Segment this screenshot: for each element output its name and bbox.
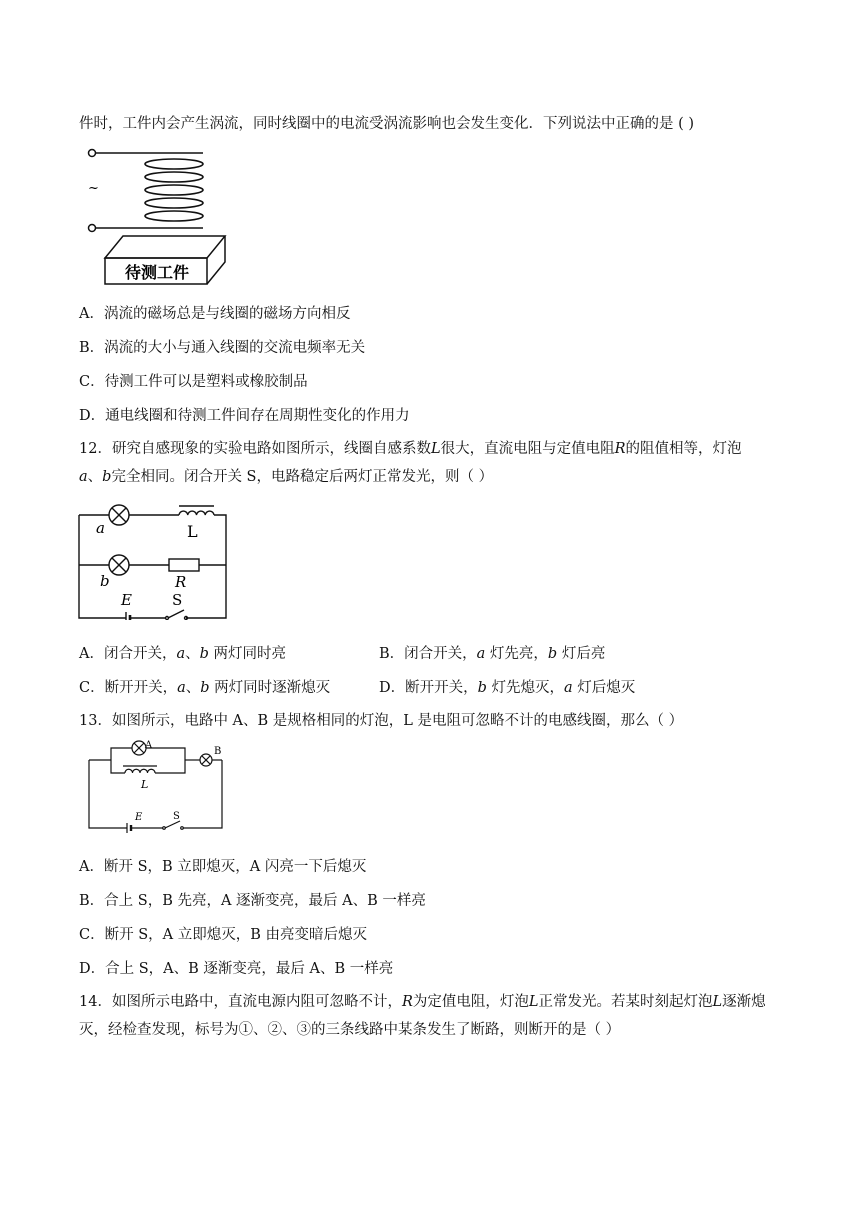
- q12-option-a: A．闭合开关，a、b 两灯同时亮: [79, 646, 287, 662]
- q12-label-R: R: [175, 573, 187, 591]
- q12-label-a: a: [96, 519, 105, 537]
- q12-label-b: b: [100, 572, 110, 590]
- q12-label-S: S: [172, 591, 183, 609]
- q13-label-S: S: [173, 811, 180, 822]
- q12-label-L: L: [187, 522, 198, 541]
- q12-option-b: B．闭合开关，a 灯先亮，b 灯后亮: [379, 646, 606, 662]
- q12-stem: 12．研究自感现象的实验电路如图所示，线圈自感系数L很大，直流电阻与定值电阻R的阻值相等，灯泡 a、b完全相同。闭合开关 S，电路稳定后两灯正常发光，则（ ）: [79, 441, 742, 485]
- q13-option-d: D．合上 S，A、B 逐渐变亮，最后 A、B 一样亮: [79, 961, 394, 977]
- q11-stem-tail: 件时，工件内会产生涡流，同时线圈中的电流受涡流影响也会发生变化．下列说法中正确的是 ( ): [79, 116, 695, 132]
- q13-label-L: L: [141, 778, 149, 791]
- q12-circuit-figure: [74, 500, 234, 620]
- q11-option-b: B．涡流的大小与通入线圈的交流电频率无关: [79, 340, 366, 356]
- q13-stem: 13．如图所示，电路中 A、B 是规格相同的灯泡，L 是电阻可忽略不计的电感线圈，那么（ ）: [79, 713, 684, 729]
- q13-label-B: B: [214, 746, 222, 757]
- ac-source-symbol: ~: [88, 181, 99, 196]
- q11-option-d: D．通电线圈和待测工件间存在周期性变化的作用力: [79, 408, 410, 424]
- q11-option-c: C．待测工件可以是塑料或橡胶制品: [79, 374, 308, 390]
- q13-label-A: A: [145, 740, 153, 751]
- q12-option-d: D．断开开关，b 灯先熄灭，a 灯后熄灭: [379, 680, 636, 696]
- q11-coil-figure: [79, 140, 229, 290]
- q11-option-a: A．涡流的磁场总是与线圈的磁场方向相反: [79, 306, 351, 322]
- q12-label-E: E: [121, 591, 132, 609]
- q12-option-c: C．断开开关，a、b 两灯同时逐渐熄灭: [79, 680, 331, 696]
- workpiece-label: 待测工件: [125, 263, 190, 282]
- q13-circuit-figure: [85, 740, 245, 835]
- q13-option-a: A．断开 S，B 立即熄灭，A 闪亮一下后熄灭: [79, 859, 367, 875]
- q14-stem: 14．如图所示电路中，直流电源内阻可忽略不计，R为定值电阻，灯泡L正常发光。若某时刻起灯泡L逐渐熄灭，经检查发现，标号为①、②、③的三条线路中某条发生了断路，则断开的是（ ）: [79, 994, 766, 1038]
- q13-option-b: B．合上 S，B 先亮，A 逐渐变亮，最后 A、B 一样亮: [79, 893, 426, 909]
- q13-option-c: C．断开 S，A 立即熄灭，B 由亮变暗后熄灭: [79, 927, 367, 943]
- q13-label-E: E: [135, 812, 143, 823]
